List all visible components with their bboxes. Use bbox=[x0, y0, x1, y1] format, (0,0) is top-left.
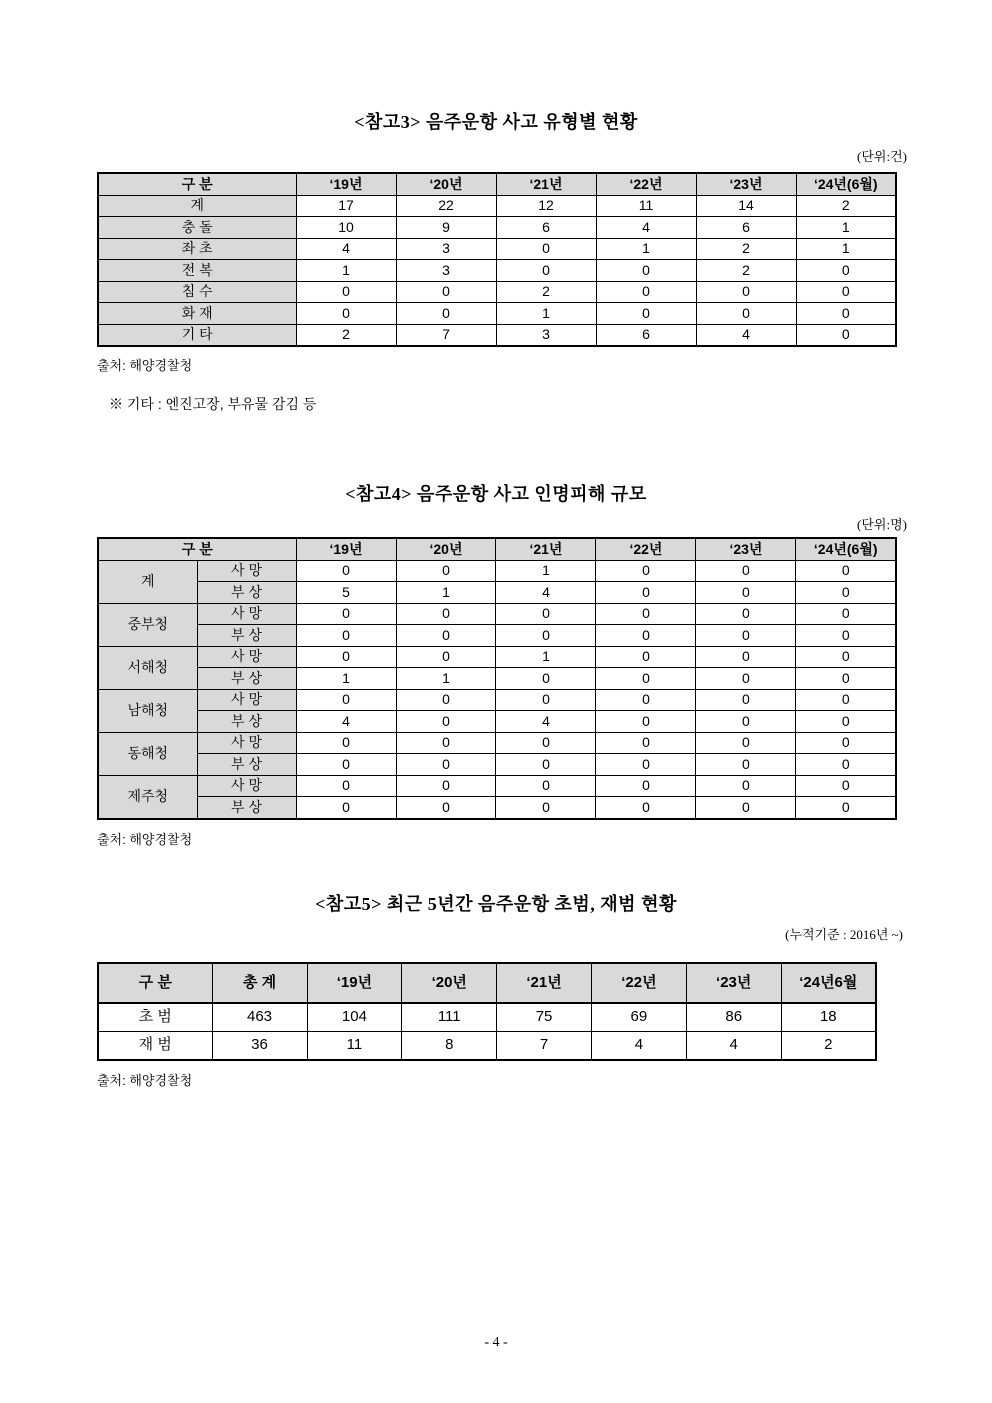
value-cell: 3 bbox=[496, 324, 596, 346]
page-number: - 4 - bbox=[484, 1335, 508, 1350]
value-cell: 111 bbox=[402, 1003, 497, 1032]
table-header bbox=[98, 538, 896, 560]
value-cell: 1 bbox=[496, 560, 596, 582]
value-cell: 0 bbox=[696, 625, 796, 647]
value-cell: 1 bbox=[296, 260, 396, 282]
value-cell: 0 bbox=[596, 281, 696, 303]
value-cell: 5 bbox=[296, 582, 396, 604]
value-cell: 0 bbox=[596, 625, 696, 647]
value-cell: 463 bbox=[212, 1003, 307, 1032]
value-cell: 7 bbox=[396, 324, 496, 346]
row-label: 충 돌 bbox=[98, 217, 296, 239]
section-title-ref3: <참고3> 음주운항 사고 유형별 현황 bbox=[354, 112, 638, 132]
value-cell: 0 bbox=[796, 668, 896, 690]
value-cell: 104 bbox=[307, 1003, 402, 1032]
group-label: 중부청 bbox=[98, 603, 197, 646]
value-cell: 0 bbox=[396, 775, 496, 797]
table-body bbox=[98, 1003, 876, 1060]
group-label: 제주청 bbox=[98, 775, 197, 819]
column-header: ‘23년 bbox=[696, 538, 796, 560]
table-body bbox=[98, 195, 896, 346]
table-row bbox=[98, 625, 896, 647]
value-cell: 1 bbox=[396, 582, 496, 604]
value-cell: 69 bbox=[591, 1003, 686, 1032]
value-cell: 4 bbox=[296, 711, 396, 733]
column-header: ‘24년(6월) bbox=[796, 538, 896, 560]
value-cell: 2 bbox=[696, 238, 796, 260]
value-cell: 0 bbox=[596, 582, 696, 604]
table-body bbox=[98, 560, 896, 819]
value-cell: 86 bbox=[686, 1003, 781, 1032]
row-label: 기 타 bbox=[98, 324, 296, 346]
column-header: 구 분 bbox=[98, 538, 296, 560]
value-cell: 1 bbox=[796, 217, 896, 239]
value-cell: 9 bbox=[396, 217, 496, 239]
table-row bbox=[98, 646, 896, 668]
column-header: ‘20년 bbox=[402, 963, 497, 1003]
value-cell: 4 bbox=[696, 324, 796, 346]
table-row bbox=[98, 754, 896, 776]
value-cell: 0 bbox=[796, 260, 896, 282]
sub-label: 사 망 bbox=[197, 560, 296, 582]
sub-label: 사 망 bbox=[197, 689, 296, 711]
value-cell: 7 bbox=[497, 1032, 592, 1061]
table-row bbox=[98, 711, 896, 733]
value-cell: 0 bbox=[596, 732, 696, 754]
table-row bbox=[98, 324, 896, 346]
column-header: 구 분 bbox=[98, 963, 212, 1003]
value-cell: 14 bbox=[696, 195, 796, 217]
row-label: 재 범 bbox=[98, 1032, 212, 1061]
sub-label: 사 망 bbox=[197, 603, 296, 625]
row-label: 계 bbox=[98, 195, 296, 217]
value-cell: 6 bbox=[596, 324, 696, 346]
sub-label: 부 상 bbox=[197, 582, 296, 604]
value-cell: 0 bbox=[796, 560, 896, 582]
table-row bbox=[98, 303, 896, 325]
offender-table bbox=[97, 962, 877, 1061]
value-cell: 2 bbox=[496, 281, 596, 303]
value-cell: 0 bbox=[496, 603, 596, 625]
value-cell: 0 bbox=[396, 711, 496, 733]
value-cell: 0 bbox=[696, 281, 796, 303]
value-cell: 0 bbox=[796, 754, 896, 776]
value-cell: 0 bbox=[496, 668, 596, 690]
value-cell: 0 bbox=[796, 303, 896, 325]
value-cell: 0 bbox=[296, 775, 396, 797]
value-cell: 1 bbox=[596, 238, 696, 260]
row-label: 좌 초 bbox=[98, 238, 296, 260]
table-row bbox=[98, 260, 896, 282]
table-row bbox=[98, 560, 896, 582]
value-cell: 0 bbox=[696, 711, 796, 733]
value-cell: 0 bbox=[496, 689, 596, 711]
value-cell: 12 bbox=[496, 195, 596, 217]
value-cell: 3 bbox=[396, 238, 496, 260]
header-row bbox=[98, 538, 896, 560]
table-row bbox=[98, 1032, 876, 1061]
column-header: ‘21년 bbox=[496, 538, 596, 560]
table-row bbox=[98, 668, 896, 690]
value-cell: 2 bbox=[781, 1032, 876, 1061]
table-header bbox=[98, 173, 896, 195]
value-cell: 0 bbox=[696, 646, 796, 668]
value-cell: 0 bbox=[796, 646, 896, 668]
table-row bbox=[98, 195, 896, 217]
value-cell: 0 bbox=[496, 754, 596, 776]
value-cell: 0 bbox=[396, 281, 496, 303]
column-header: ‘24년6월 bbox=[781, 963, 876, 1003]
table-row bbox=[98, 1003, 876, 1032]
value-cell: 4 bbox=[596, 217, 696, 239]
value-cell: 0 bbox=[596, 646, 696, 668]
value-cell: 0 bbox=[496, 775, 596, 797]
value-cell: 0 bbox=[796, 689, 896, 711]
value-cell: 0 bbox=[796, 797, 896, 819]
value-cell: 1 bbox=[496, 646, 596, 668]
value-cell: 11 bbox=[596, 195, 696, 217]
column-header: ‘22년 bbox=[591, 963, 686, 1003]
source-text-ref4: 출처: 해양경찰청 bbox=[97, 832, 193, 847]
value-cell: 4 bbox=[296, 238, 396, 260]
column-header: ‘20년 bbox=[396, 173, 496, 195]
value-cell: 0 bbox=[596, 303, 696, 325]
value-cell: 0 bbox=[296, 732, 396, 754]
table-row bbox=[98, 582, 896, 604]
row-label: 화 재 bbox=[98, 303, 296, 325]
sub-label: 부 상 bbox=[197, 711, 296, 733]
table-row bbox=[98, 217, 896, 239]
value-cell: 0 bbox=[396, 303, 496, 325]
group-label: 남해청 bbox=[98, 689, 197, 732]
value-cell: 0 bbox=[596, 711, 696, 733]
value-cell: 11 bbox=[307, 1032, 402, 1061]
value-cell: 0 bbox=[396, 797, 496, 819]
value-cell: 0 bbox=[396, 689, 496, 711]
source-text-ref5: 출처: 해양경찰청 bbox=[97, 1073, 193, 1088]
column-header: ‘21년 bbox=[496, 173, 596, 195]
value-cell: 0 bbox=[396, 625, 496, 647]
value-cell: 0 bbox=[296, 754, 396, 776]
value-cell: 8 bbox=[402, 1032, 497, 1061]
table-header bbox=[98, 963, 876, 1003]
table-row bbox=[98, 689, 896, 711]
value-cell: 4 bbox=[496, 582, 596, 604]
section-title-ref4: <참고4> 음주운항 사고 인명피해 규모 bbox=[345, 484, 647, 504]
sub-label: 부 상 bbox=[197, 625, 296, 647]
value-cell: 2 bbox=[796, 195, 896, 217]
column-header: 총 계 bbox=[212, 963, 307, 1003]
value-cell: 0 bbox=[496, 797, 596, 819]
value-cell: 0 bbox=[596, 775, 696, 797]
value-cell: 0 bbox=[596, 754, 696, 776]
value-cell: 0 bbox=[496, 732, 596, 754]
value-cell: 2 bbox=[696, 260, 796, 282]
table-row bbox=[98, 775, 896, 797]
value-cell: 0 bbox=[696, 303, 796, 325]
value-cell: 0 bbox=[496, 260, 596, 282]
unit-label-ref3: (단위:건) bbox=[857, 149, 907, 164]
value-cell: 0 bbox=[596, 603, 696, 625]
value-cell: 0 bbox=[296, 303, 396, 325]
value-cell: 6 bbox=[496, 217, 596, 239]
column-header: ‘23년 bbox=[696, 173, 796, 195]
group-label: 서해청 bbox=[98, 646, 197, 689]
value-cell: 0 bbox=[596, 668, 696, 690]
value-cell: 0 bbox=[796, 732, 896, 754]
value-cell: 0 bbox=[596, 260, 696, 282]
value-cell: 4 bbox=[686, 1032, 781, 1061]
value-cell: 0 bbox=[296, 646, 396, 668]
value-cell: 0 bbox=[396, 646, 496, 668]
section-title-ref5: <참고5> 최근 5년간 음주운항 초범, 재범 현황 bbox=[315, 894, 677, 914]
value-cell: 0 bbox=[596, 560, 696, 582]
value-cell: 0 bbox=[296, 603, 396, 625]
accident-type-table bbox=[97, 172, 897, 347]
value-cell: 0 bbox=[696, 603, 796, 625]
group-label: 동해청 bbox=[98, 732, 197, 775]
value-cell: 0 bbox=[396, 560, 496, 582]
column-header: ‘19년 bbox=[296, 173, 396, 195]
column-header: ‘22년 bbox=[596, 173, 696, 195]
header-row bbox=[98, 963, 876, 1003]
table-row bbox=[98, 797, 896, 819]
value-cell: 4 bbox=[496, 711, 596, 733]
value-cell: 0 bbox=[796, 711, 896, 733]
value-cell: 1 bbox=[496, 303, 596, 325]
value-cell: 1 bbox=[796, 238, 896, 260]
sub-label: 사 망 bbox=[197, 775, 296, 797]
column-header: ‘20년 bbox=[396, 538, 496, 560]
value-cell: 1 bbox=[296, 668, 396, 690]
value-cell: 4 bbox=[591, 1032, 686, 1061]
sub-label: 사 망 bbox=[197, 646, 296, 668]
column-header: ‘23년 bbox=[686, 963, 781, 1003]
value-cell: 0 bbox=[296, 797, 396, 819]
value-cell: 3 bbox=[396, 260, 496, 282]
column-header: 구 분 bbox=[98, 173, 296, 195]
unit-label-ref4: (단위:명) bbox=[857, 517, 907, 532]
table-row bbox=[98, 238, 896, 260]
column-header: ‘22년 bbox=[596, 538, 696, 560]
value-cell: 10 bbox=[296, 217, 396, 239]
value-cell: 0 bbox=[396, 754, 496, 776]
value-cell: 0 bbox=[496, 625, 596, 647]
row-label: 전 복 bbox=[98, 260, 296, 282]
value-cell: 36 bbox=[212, 1032, 307, 1061]
sub-label: 사 망 bbox=[197, 732, 296, 754]
value-cell: 0 bbox=[396, 732, 496, 754]
unit-label-ref5: (누적기준 : 2016년 ~) bbox=[785, 927, 903, 942]
value-cell: 22 bbox=[396, 195, 496, 217]
casualty-table bbox=[97, 537, 897, 820]
value-cell: 0 bbox=[696, 732, 796, 754]
row-label: 초 범 bbox=[98, 1003, 212, 1032]
header-row bbox=[98, 173, 896, 195]
value-cell: 0 bbox=[296, 560, 396, 582]
sub-label: 부 상 bbox=[197, 668, 296, 690]
value-cell: 0 bbox=[796, 775, 896, 797]
column-header: ‘19년 bbox=[307, 963, 402, 1003]
value-cell: 0 bbox=[796, 625, 896, 647]
value-cell: 0 bbox=[696, 582, 796, 604]
value-cell: 0 bbox=[796, 603, 896, 625]
value-cell: 0 bbox=[696, 560, 796, 582]
value-cell: 0 bbox=[296, 625, 396, 647]
column-header: ‘24년(6월) bbox=[796, 173, 896, 195]
etc-note: ※ 기타 : 엔진고장, 부유물 감김 등 bbox=[109, 396, 317, 412]
source-text-ref3: 출처: 해양경찰청 bbox=[97, 358, 193, 373]
value-cell: 0 bbox=[696, 775, 796, 797]
value-cell: 0 bbox=[696, 754, 796, 776]
column-header: ‘21년 bbox=[497, 963, 592, 1003]
value-cell: 0 bbox=[796, 324, 896, 346]
value-cell: 75 bbox=[497, 1003, 592, 1032]
sub-label: 부 상 bbox=[197, 797, 296, 819]
value-cell: 0 bbox=[296, 281, 396, 303]
row-label: 침 수 bbox=[98, 281, 296, 303]
value-cell: 0 bbox=[696, 797, 796, 819]
table-row bbox=[98, 603, 896, 625]
value-cell: 0 bbox=[596, 689, 696, 711]
value-cell: 0 bbox=[796, 582, 896, 604]
value-cell: 0 bbox=[596, 797, 696, 819]
value-cell: 0 bbox=[696, 689, 796, 711]
value-cell: 18 bbox=[781, 1003, 876, 1032]
value-cell: 0 bbox=[396, 603, 496, 625]
group-label: 계 bbox=[98, 560, 197, 603]
value-cell: 0 bbox=[696, 668, 796, 690]
sub-label: 부 상 bbox=[197, 754, 296, 776]
value-cell: 1 bbox=[396, 668, 496, 690]
value-cell: 17 bbox=[296, 195, 396, 217]
value-cell: 2 bbox=[296, 324, 396, 346]
value-cell: 0 bbox=[496, 238, 596, 260]
column-header: ‘19년 bbox=[296, 538, 396, 560]
table-row bbox=[98, 281, 896, 303]
value-cell: 0 bbox=[796, 281, 896, 303]
value-cell: 0 bbox=[296, 689, 396, 711]
table-row bbox=[98, 732, 896, 754]
value-cell: 6 bbox=[696, 217, 796, 239]
